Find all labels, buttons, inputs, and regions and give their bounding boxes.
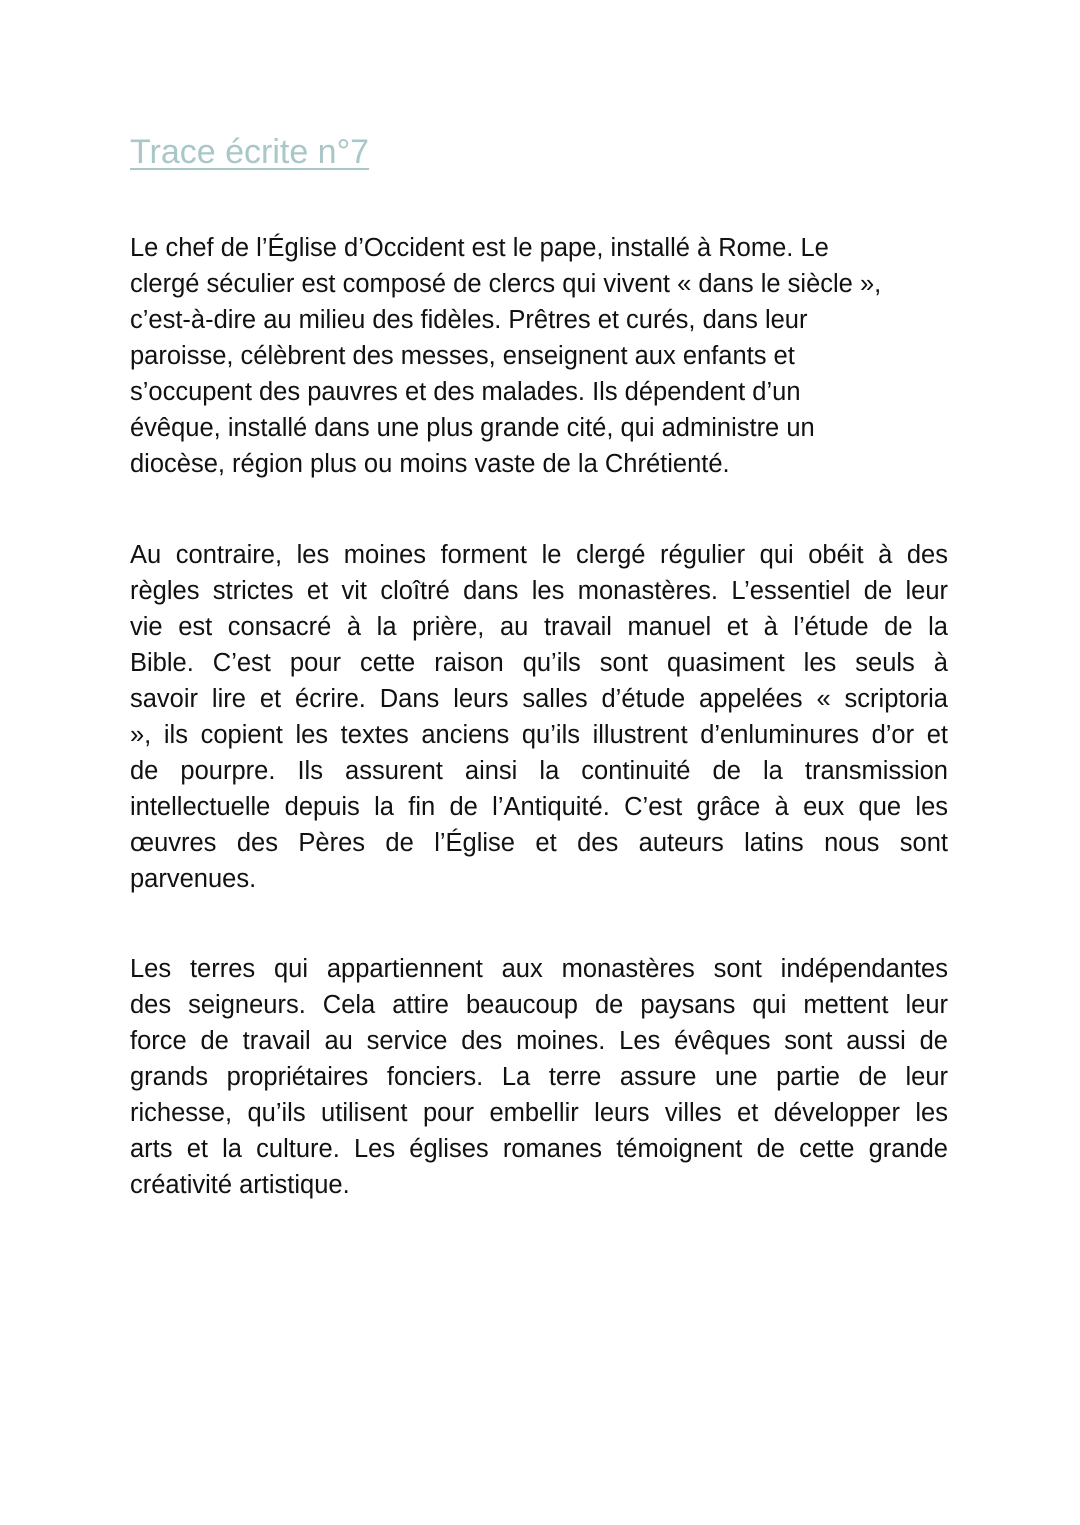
paragraph-line: vie est consacré à la prière, au travail manuel et à l’étude de la bbox=[130, 613, 948, 641]
paragraph-line: diocèse, région plus ou moins vaste de la Chrétienté. bbox=[130, 450, 730, 478]
paragraph-line: Au contraire, les moines forment le clergé régulier qui obéit à des bbox=[130, 541, 948, 569]
paragraph-line: c’est-à-dire au milieu des fidèles. Prêtres et curés, dans leur bbox=[130, 306, 808, 334]
paragraph-church-lands bbox=[130, 951, 948, 1203]
paragraph-line: des seigneurs. Cela attire beaucoup de paysans qui mettent leur bbox=[130, 991, 948, 1019]
paragraph-line: œuvres des Pères de l’Église et des auteurs latins nous sont bbox=[130, 829, 948, 857]
paragraph-line: évêque, installé dans une plus grande cité, qui administre un bbox=[130, 414, 815, 442]
paragraph-line: clergé séculier est composé de clercs qui vivent « dans le siècle », bbox=[130, 270, 882, 298]
paragraph-line: », ils copient les textes anciens qu’ils illustrent d’enluminures d’or et bbox=[130, 721, 948, 749]
paragraph-line: règles strictes et vit cloîtré dans les monastères. L’essentiel de leur bbox=[130, 577, 948, 605]
paragraph-line: savoir lire et écrire. Dans leurs salles d’étude appelées « scriptoria bbox=[130, 685, 948, 713]
paragraph-line: parvenues. bbox=[130, 865, 257, 893]
paragraph-line: s’occupent des pauvres et des malades. Ils dépendent d’un bbox=[130, 378, 801, 406]
paragraph-line: créativité artistique. bbox=[130, 1171, 350, 1199]
paragraph-line: Bible. C’est pour cette raison qu’ils sont quasiment les seuls à bbox=[130, 649, 948, 677]
paragraph-secular-clergy bbox=[130, 230, 948, 482]
paragraph-line: richesse, qu’ils utilisent pour embellir leurs villes et développer les bbox=[130, 1099, 948, 1127]
paragraph-line: Les terres qui appartiennent aux monastères sont indépendantes bbox=[130, 955, 948, 983]
paragraph-line: de pourpre. Ils assurent ainsi la continuité de la transmission bbox=[130, 757, 948, 785]
paragraph-line: arts et la culture. Les églises romanes témoignent de cette grande bbox=[130, 1135, 948, 1163]
paragraph-line: force de travail au service des moines. Les évêques sont aussi de bbox=[130, 1027, 948, 1055]
paragraph-line: grands propriétaires fonciers. La terre assure une partie de leur bbox=[130, 1063, 948, 1091]
page-title: Trace écrite n°7 bbox=[130, 133, 370, 171]
paragraph-regular-clergy bbox=[130, 537, 948, 897]
paragraph-line: intellectuelle depuis la fin de l’Antiquité. C’est grâce à eux que les bbox=[130, 793, 948, 821]
paragraph-line: Le chef de l’Église d’Occident est le pape, installé à Rome. Le bbox=[130, 234, 829, 262]
paragraph-line: paroisse, célèbrent des messes, enseignent aux enfants et bbox=[130, 342, 795, 370]
